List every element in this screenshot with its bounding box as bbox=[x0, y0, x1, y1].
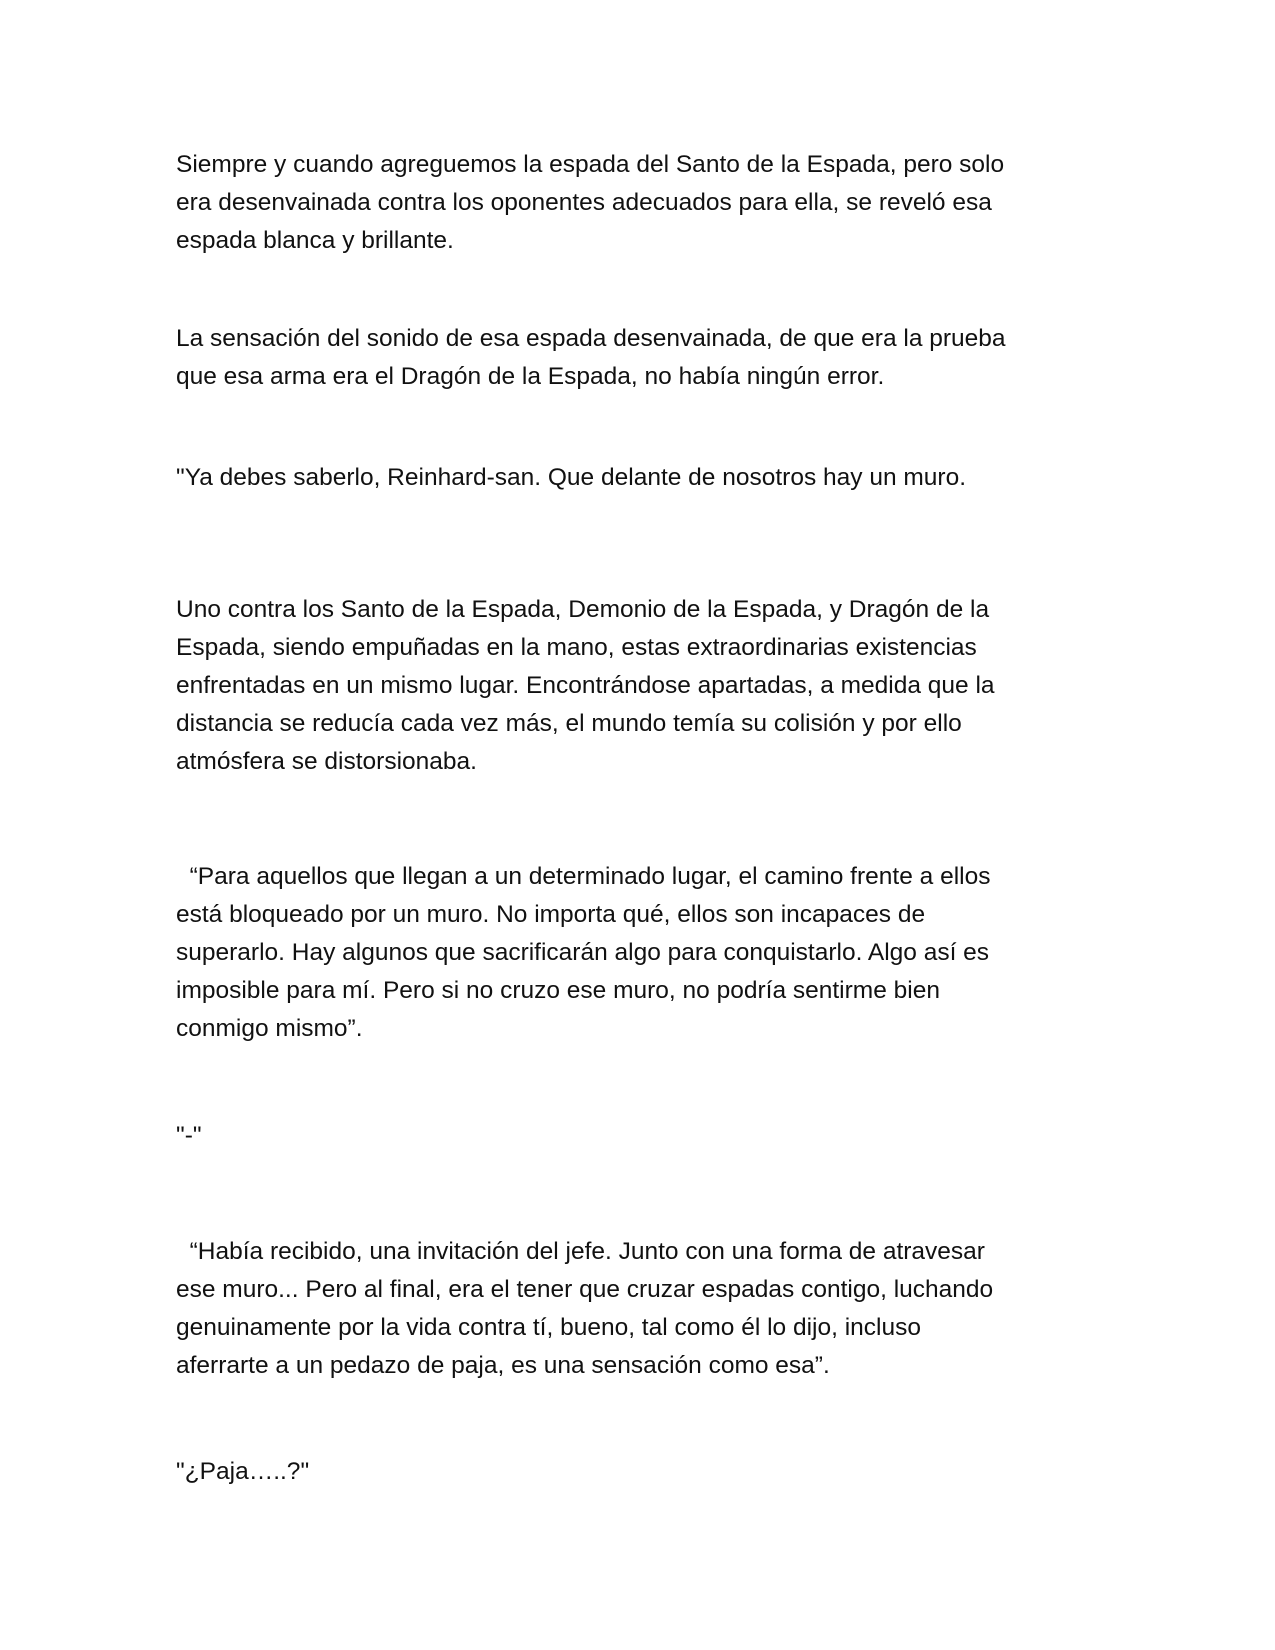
paragraph-line: “Había recibido, una invitación del jefe. Junto con una forma de atravesar bbox=[176, 1238, 985, 1265]
paragraph-line: La sensación del sonido de esa espada desenvainada, de que era la prueba bbox=[176, 325, 1006, 352]
paragraph-line: atmósfera se distorsionaba. bbox=[176, 748, 477, 775]
paragraph-line: Uno contra los Santo de la Espada, Demonio de la Espada, y Dragón de la bbox=[176, 596, 990, 623]
paragraph-line: que esa arma era el Dragón de la Espada, no había ningún error. bbox=[176, 363, 885, 390]
paragraph-line: Siempre y cuando agreguemos la espada del Santo de la Espada, pero solo bbox=[176, 151, 1005, 178]
paragraph-1 bbox=[176, 146, 1076, 260]
paragraph-3 bbox=[176, 459, 1076, 497]
paragraph-line: aferrarte a un pedazo de paja, es una sensación como esa”. bbox=[176, 1352, 830, 1379]
paragraph-5 bbox=[176, 858, 1076, 1048]
paragraph-line: "Ya debes saberlo, Reinhard-san. Que delante de nosotros hay un muro. bbox=[176, 464, 967, 491]
paragraph-line: Espada, siendo empuñadas en la mano, estas extraordinarias existencias bbox=[176, 634, 977, 661]
paragraph-line: está bloqueado por un muro. No importa qué, ellos son incapaces de bbox=[176, 901, 926, 928]
paragraph-4 bbox=[176, 591, 1076, 781]
paragraph-2 bbox=[176, 320, 1076, 396]
paragraph-line: "-" bbox=[176, 1122, 202, 1149]
paragraph-line: genuinamente por la vida contra tí, bueno, tal como él lo dijo, incluso bbox=[176, 1314, 921, 1341]
paragraph-line: era desenvainada contra los oponentes adecuados para ella, se reveló esa bbox=[176, 189, 992, 216]
paragraph-line: "¿Paja…..?" bbox=[176, 1458, 310, 1485]
paragraph-line: conmigo mismo”. bbox=[176, 1015, 363, 1042]
paragraph-line: imposible para mí. Pero si no cruzo ese muro, no podría sentirme bien bbox=[176, 977, 940, 1004]
paragraph-line: ese muro... Pero al final, era el tener que cruzar espadas contigo, luchando bbox=[176, 1276, 994, 1303]
paragraph-6 bbox=[176, 1117, 1076, 1155]
paragraph-line: enfrentadas en un mismo lugar. Encontrándose apartadas, a medida que la bbox=[176, 672, 995, 699]
paragraph-line: superarlo. Hay algunos que sacrificarán algo para conquistarlo. Algo así es bbox=[176, 939, 990, 966]
paragraph-line: distancia se reducía cada vez más, el mundo temía su colisión y por ello bbox=[176, 710, 962, 737]
paragraph-8 bbox=[176, 1453, 1076, 1491]
paragraph-7 bbox=[176, 1233, 1076, 1385]
paragraph-line: espada blanca y brillante. bbox=[176, 227, 454, 254]
paragraph-line: “Para aquellos que llegan a un determinado lugar, el camino frente a ellos bbox=[176, 863, 991, 890]
